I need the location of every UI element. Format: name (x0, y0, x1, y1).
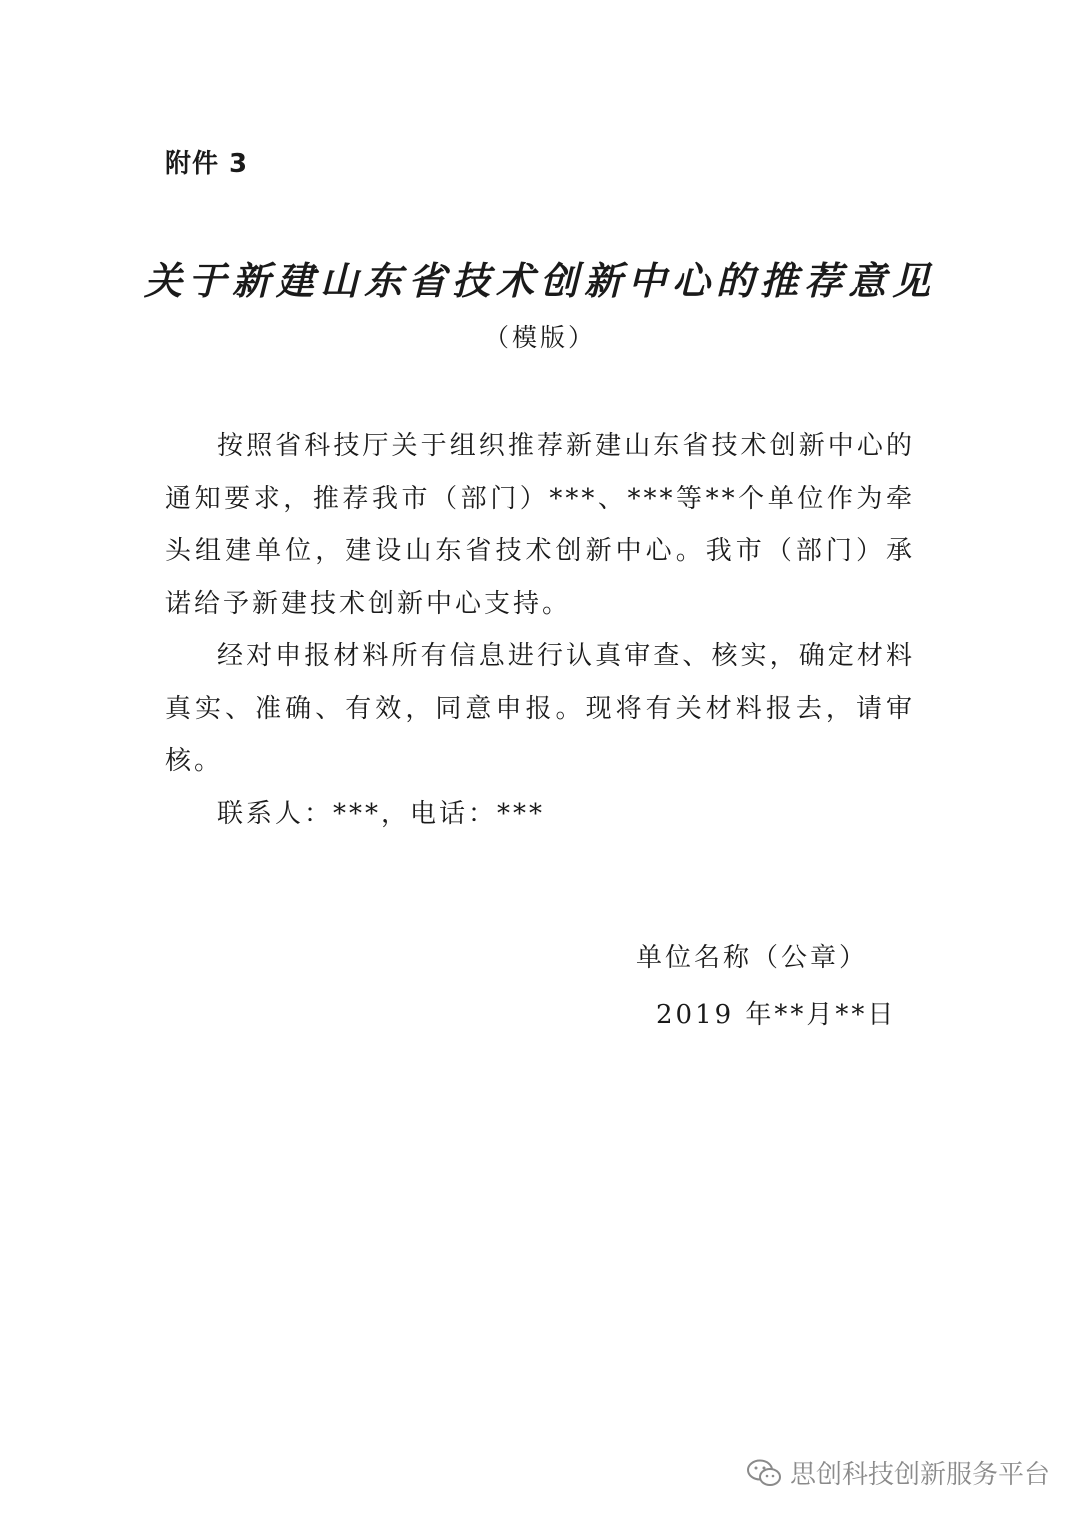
body-paragraph-review: 经对申报材料所有信息进行认真审查、核实，确定材料真实、准确、有效，同意申报。现将有关材料报去，请审核。 (165, 641, 915, 776)
watermark (746, 1454, 1050, 1491)
document-body (165, 420, 915, 840)
watermark-text: 思创科技创新服务平台 (789, 1460, 1050, 1490)
signature-block (600, 930, 900, 1044)
body-paragraph-recommendation: 按照省科技厅关于组织推荐新建山东省技术创新中心的通知要求，推荐我市（部门）***、***等**个单位作为牵头组建单位，建设山东省技术创新中心。我市（部门）承诺给予新建技术创新中心支持。 (165, 431, 915, 619)
document-subtitle: （模版） (483, 323, 596, 352)
attachment-label: 附件 3 (165, 149, 249, 179)
signature-unit: 单位名称（公章） (636, 943, 869, 973)
document-title: 关于新建山东省技术创新中心的推荐意见 (143, 258, 936, 303)
signature-date: 2019 年**月**日 (656, 1000, 897, 1030)
body-paragraph-contact: 联系人：***，电话：*** (217, 798, 546, 829)
wechat-icon (746, 1458, 782, 1488)
